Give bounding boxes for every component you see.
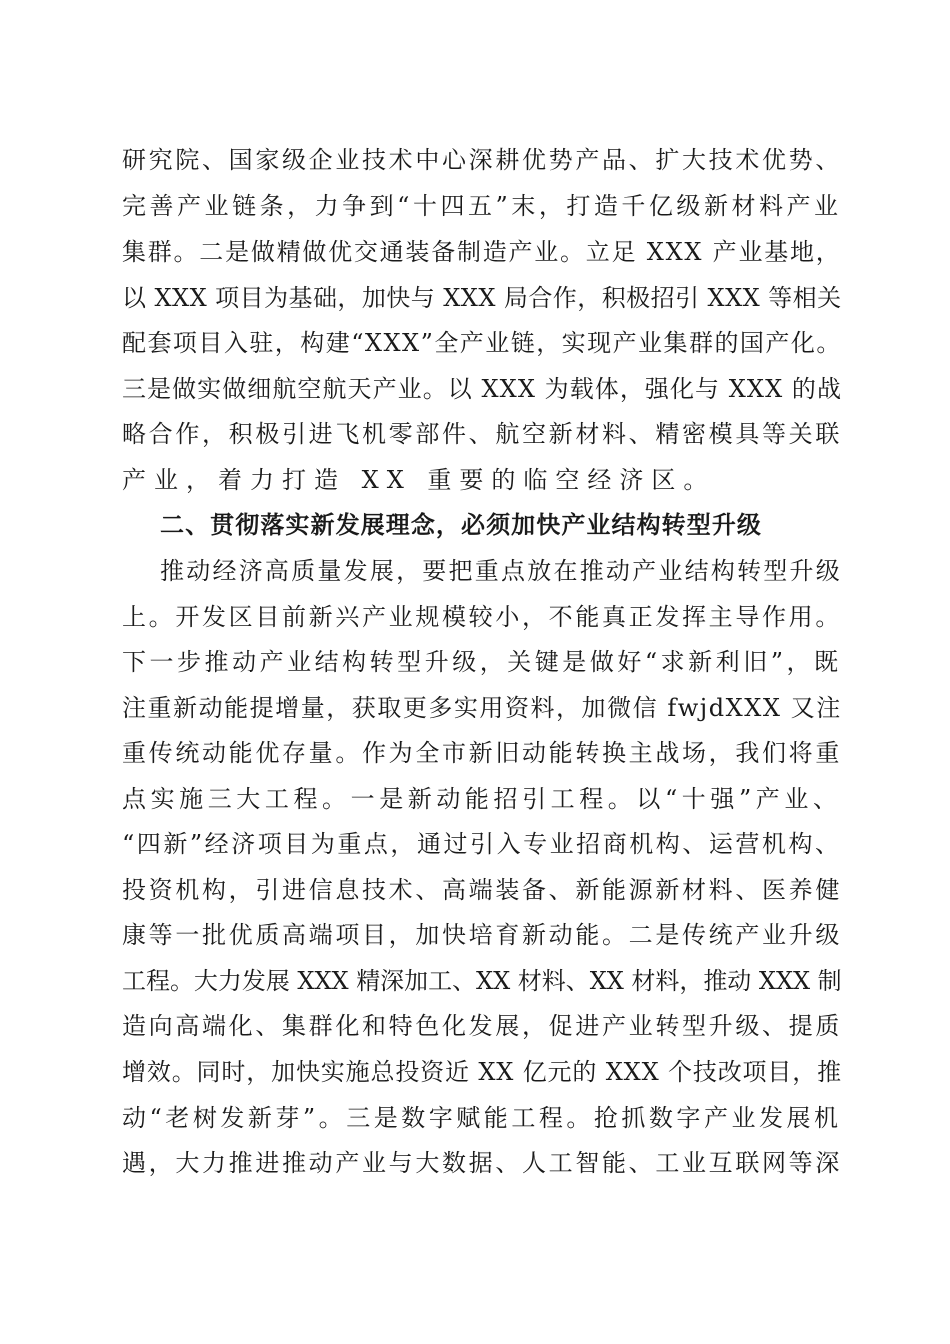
text-line: 推动经济高质量发展，要把重点放在推动产业结构转型升级 (160, 557, 842, 585)
text-line: 康等一批优质高端项目，加快培育新动能。二是传统产业升级 (122, 921, 842, 949)
text-line: 略合作，积极引进飞机零部件、航空新材料、精密模具等关联 (122, 420, 842, 448)
section-heading: 二、贯彻落实新发展理念，必须加快产业结构转型升级 (160, 511, 762, 539)
text-line: 三是做实做细航空航天产业。以 XXX 为载体，强化与 XXX 的战 (122, 375, 843, 403)
text-line: 产业，着力打造 XX 重要的临空经济区。 (122, 466, 716, 494)
text-line: 动“老树发新芽”。三是数字赋能工程。抢抓数字产业发展机 (122, 1104, 842, 1132)
text-line: 集群。二是做精做优交通装备制造产业。立足 XXX 产业基地， (122, 238, 842, 266)
text-line: 上。开发区目前新兴产业规模较小，不能真正发挥主导作用。 (122, 603, 842, 631)
text-line: 增效。同时，加快实施总投资近 XX 亿元的 XXX 个技改项目，推 (122, 1058, 842, 1086)
text-line: 注重新动能提增量，获取更多实用资料，加微信 fwjdXXX 又注 (122, 694, 842, 722)
text-line: 投资机构，引进信息技术、高端装备、新能源新材料、医养健 (122, 876, 842, 904)
text-line: 下一步推动产业结构转型升级，关键是做好“求新利旧”，既 (122, 648, 842, 676)
text-line: 研究院、国家级企业技术中心深耕优势产品、扩大技术优势、 (122, 146, 842, 174)
text-line: 完善产业链条，力争到“十四五”末，打造千亿级新材料产业 (122, 192, 842, 220)
text-line: 点实施三大工程。一是新动能招引工程。以“十强”产业、 (122, 785, 842, 813)
text-line: 造向高端化、集群化和特色化发展，促进产业转型升级、提质 (122, 1012, 842, 1040)
text-line: 以 XXX 项目为基础，加快与 XXX 局合作，积极招引 XXX 等相关 (122, 284, 842, 312)
text-line: 重传统动能优存量。作为全市新旧动能转换主战场，我们将重 (122, 739, 842, 767)
text-line: 遇，大力推进推动产业与大数据、人工智能、工业互联网等深 (122, 1149, 842, 1177)
text-line: 工程。大力发展 XXX 精深加工、XX 材料、XX 材料，推动 XXX 制 (122, 967, 842, 995)
text-line: “四新”经济项目为重点，通过引入专业招商机构、运营机构、 (122, 830, 842, 858)
text-line: 配套项目入驻，构建“XXX”全产业链，实现产业集群的国产化。 (122, 329, 842, 357)
